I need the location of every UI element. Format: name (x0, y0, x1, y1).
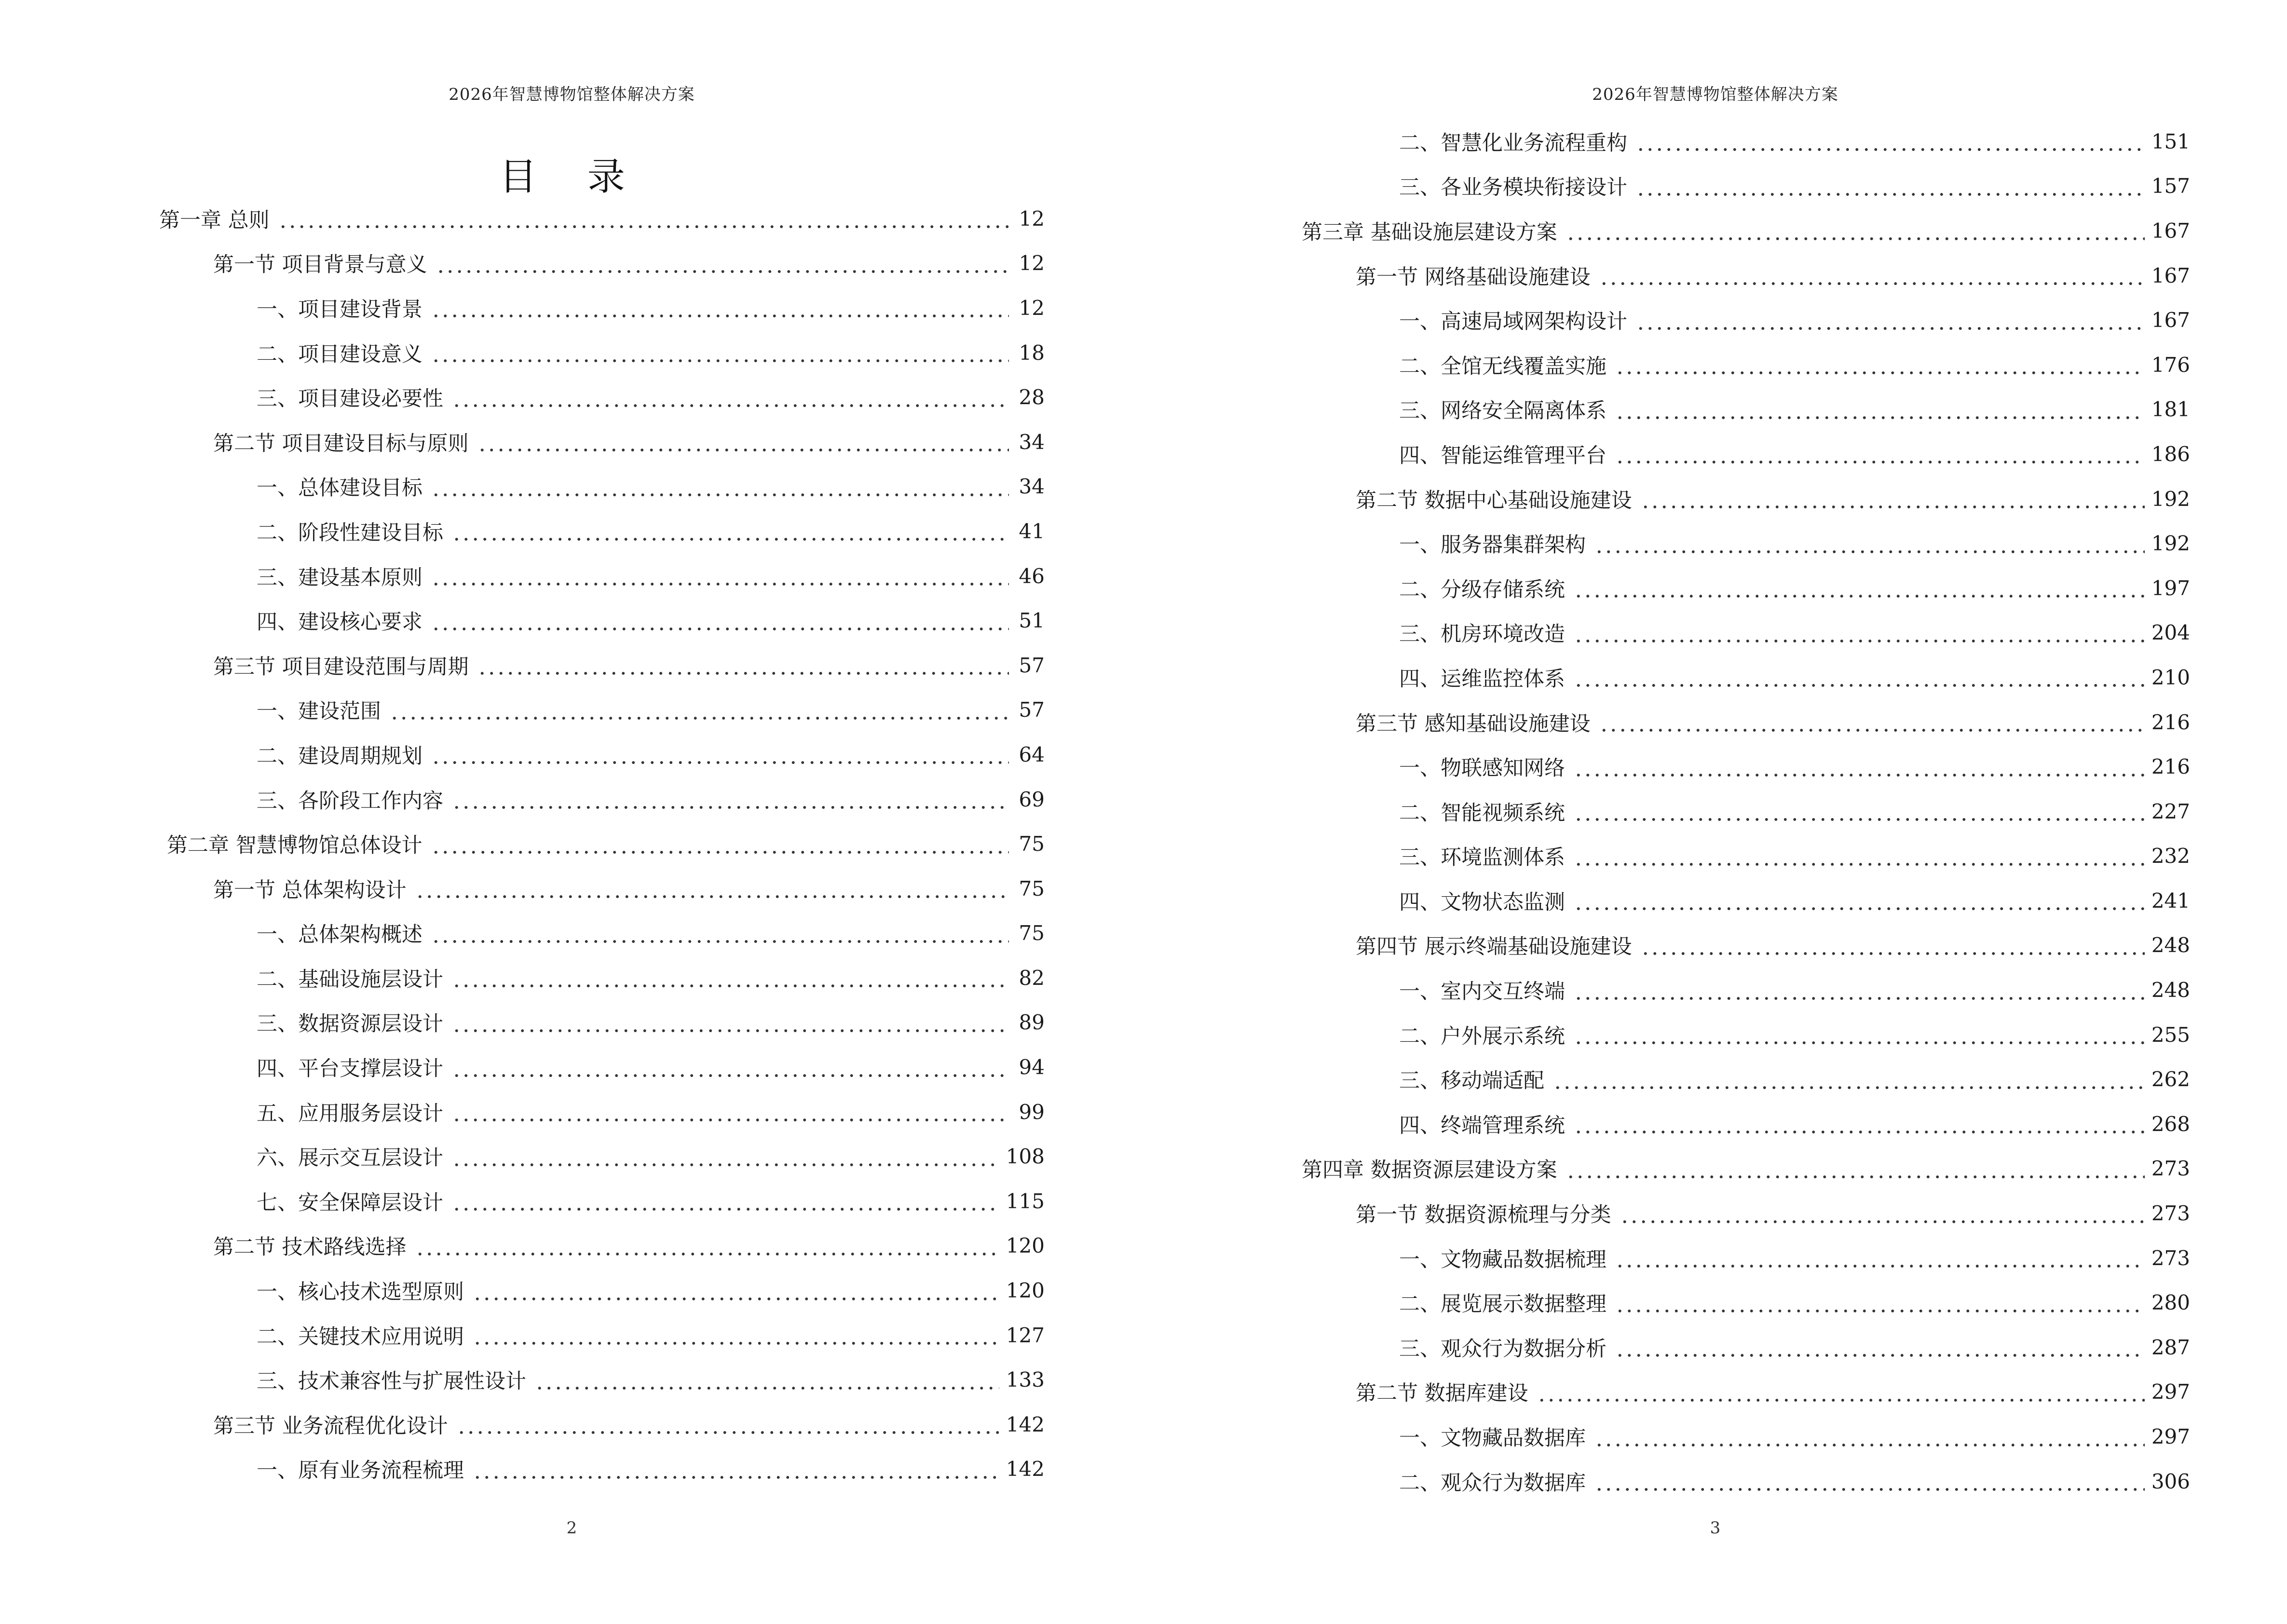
toc-entry-label: 第二节 项目建设目标与原则 (213, 431, 469, 456)
dot-leader (1636, 310, 2145, 331)
toc-entry-page: 255 (2151, 1023, 2190, 1047)
toc-entry-label: 第一节 网络基础设施建设 (1356, 265, 1591, 289)
toc-entry-label: 三、机房环境改造 (1399, 622, 1565, 647)
toc-list (1302, 119, 2190, 1503)
toc-entry-page: 176 (2151, 353, 2190, 377)
dot-leader (1594, 533, 2145, 554)
toc-entry-page: 297 (2151, 1425, 2190, 1449)
toc-entry[interactable] (159, 866, 1045, 911)
toc-entry[interactable] (1302, 611, 2190, 655)
toc-entry-page: 167 (2151, 218, 2190, 243)
toc-entry-label: 第二节 数据中心基础设施建设 (1356, 488, 1632, 513)
toc-entry-page: 142 (1006, 1412, 1045, 1436)
toc-entry[interactable] (1302, 655, 2190, 700)
dot-leader (1566, 220, 2145, 241)
toc-entry-label: 四、平台支撑层设计 (257, 1057, 443, 1081)
dot-leader (1599, 711, 2145, 733)
toc-entry[interactable] (159, 286, 1045, 330)
toc-entry-label: 三、数据资源层设计 (257, 1012, 443, 1037)
toc-entry[interactable] (1302, 164, 2190, 209)
dot-leader (1574, 756, 2145, 778)
dot-leader (1574, 622, 2145, 643)
toc-entry-label: 三、观众行为数据分析 (1399, 1337, 1606, 1361)
toc-entry-page: 216 (2151, 710, 2190, 734)
dot-leader (1620, 1203, 2145, 1224)
dot-leader (1636, 131, 2145, 152)
toc-entry-label: 三、移动端适配 (1399, 1069, 1544, 1093)
toc-entry-page: 186 (2151, 442, 2190, 466)
toc-entry-label: 第二章 智慧博物馆总体设计 (167, 833, 422, 858)
toc-entry-label: 七、安全保障层设计 (257, 1190, 443, 1215)
toc-entry-page: 64 (1019, 742, 1045, 766)
toc-entry-page: 210 (2151, 665, 2190, 689)
toc-entry-page: 120 (1006, 1234, 1045, 1258)
toc-entry-page: 151 (2151, 129, 2190, 153)
dot-leader (452, 1190, 999, 1212)
toc-entry[interactable] (159, 1268, 1045, 1313)
toc-entry-label: 四、文物状态监测 (1399, 890, 1565, 914)
toc-entry[interactable] (159, 777, 1045, 822)
toc-entry-label: 二、阶段性建设目标 (257, 520, 443, 545)
toc-entry[interactable] (159, 1000, 1045, 1045)
toc-entry-page: 120 (1006, 1279, 1045, 1303)
toc-entry[interactable] (159, 955, 1045, 1000)
toc-entry-page: 75 (1019, 876, 1045, 901)
toc-entry-page: 34 (1019, 475, 1045, 499)
dot-leader (1537, 1381, 2145, 1403)
toc-entry-page: 28 (1019, 385, 1045, 409)
toc-entry[interactable] (1302, 1325, 2190, 1370)
toc-entry-page: 216 (2151, 755, 2190, 779)
dot-leader (1574, 1024, 2145, 1045)
dot-leader (1566, 1158, 2145, 1179)
dot-leader (535, 1369, 999, 1391)
dot-leader (1594, 1426, 2145, 1447)
toc-entry[interactable] (159, 330, 1045, 375)
dot-leader (431, 610, 1009, 631)
toc-entry-page: 69 (1019, 787, 1045, 811)
toc-entry[interactable] (159, 1045, 1045, 1090)
dot-leader (457, 1414, 999, 1435)
dot-leader (415, 1235, 999, 1256)
toc-entry-page: 262 (2151, 1067, 2190, 1092)
dot-leader (1574, 846, 2145, 867)
toc-entry-label: 第四章 数据资源层建设方案 (1302, 1158, 1557, 1183)
dot-leader (452, 1146, 999, 1167)
toc-entry-label: 一、高速局域网架构设计 (1399, 310, 1627, 334)
toc-entry[interactable] (1302, 298, 2190, 342)
toc-entry[interactable] (159, 1357, 1045, 1402)
toc-entry[interactable] (159, 554, 1045, 599)
toc-entry-page: 232 (2151, 844, 2190, 868)
dot-leader (431, 923, 1009, 944)
toc-entry-page: 204 (2151, 621, 2190, 645)
toc-entry[interactable] (1302, 1236, 2190, 1281)
toc-entry-label: 一、室内交互终端 (1399, 980, 1565, 1004)
dot-leader (452, 967, 1009, 988)
toc-entry-label: 第二节 技术路线选择 (213, 1235, 407, 1260)
toc-entry[interactable] (1302, 521, 2190, 566)
dot-leader (431, 342, 1009, 363)
toc-entry[interactable] (1302, 1102, 2190, 1146)
toc-entry[interactable] (159, 643, 1045, 688)
toc-entry[interactable] (159, 241, 1045, 286)
toc-entry[interactable] (1302, 744, 2190, 789)
toc-entry-label: 二、分级存储系统 (1399, 577, 1565, 602)
toc-title: 目 录 (499, 155, 644, 199)
toc-entry-label: 三、建设基本原则 (257, 565, 422, 590)
toc-entry[interactable] (159, 375, 1045, 420)
toc-entry-page: 280 (2151, 1291, 2190, 1315)
toc-entry[interactable] (1302, 477, 2190, 521)
toc-entry[interactable] (159, 1313, 1045, 1358)
toc-entry[interactable] (159, 598, 1045, 643)
toc-entry-page: 167 (2151, 308, 2190, 332)
running-header: 2026年智慧博物馆整体解决方案 (449, 85, 695, 104)
toc-entry[interactable] (159, 688, 1045, 733)
toc-entry-label: 四、终端管理系统 (1399, 1113, 1565, 1138)
toc-entry[interactable] (159, 1090, 1045, 1134)
toc-entry-page: 241 (2151, 888, 2190, 913)
toc-entry-label: 一、总体建设目标 (257, 476, 422, 501)
toc-entry-label: 第二节 数据库建设 (1356, 1381, 1528, 1406)
dot-leader (431, 744, 1009, 765)
dot-leader (390, 699, 1009, 721)
dot-leader (1615, 1292, 2145, 1313)
toc-entry-page: 12 (1019, 251, 1045, 275)
toc-entry-page: 268 (2151, 1112, 2190, 1136)
toc-entry[interactable] (1302, 1459, 2190, 1504)
toc-entry-page: 57 (1019, 698, 1045, 722)
dot-leader (452, 387, 1009, 408)
toc-entry-label: 三、环境监测体系 (1399, 846, 1565, 870)
dot-leader (415, 878, 1009, 899)
toc-entry-label: 第一节 总体架构设计 (213, 878, 407, 902)
dot-leader (1574, 667, 2145, 688)
dot-leader (1553, 1069, 2145, 1090)
toc-entry[interactable] (1302, 878, 2190, 923)
toc-entry-page: 248 (2151, 978, 2190, 1002)
toc-entry[interactable] (159, 1134, 1045, 1179)
dot-leader (1615, 1247, 2145, 1269)
dot-leader (473, 1459, 999, 1480)
toc-entry[interactable] (1302, 1191, 2190, 1236)
toc-entry[interactable] (1302, 1414, 2190, 1459)
toc-entry[interactable] (159, 1402, 1045, 1447)
toc-entry[interactable] (159, 1224, 1045, 1269)
toc-entry-label: 一、服务器集群架构 (1399, 533, 1586, 558)
toc-entry-page: 75 (1019, 832, 1045, 856)
toc-entry-page: 297 (2151, 1380, 2190, 1404)
toc-entry-label: 第一章 总则 (159, 208, 270, 232)
running-header: 2026年智慧博物馆整体解决方案 (1592, 85, 1838, 104)
dot-leader (452, 1057, 1009, 1078)
toc-entry-label: 一、物联感知网络 (1399, 756, 1565, 781)
toc-entry[interactable] (1302, 119, 2190, 164)
toc-entry-label: 二、智慧化业务流程重构 (1399, 131, 1627, 155)
toc-entry-label: 一、文物藏品数据库 (1399, 1426, 1586, 1451)
toc-entry[interactable] (1302, 1057, 2190, 1102)
dot-leader (431, 297, 1009, 318)
toc-entry-label: 第一节 项目背景与意义 (213, 253, 427, 277)
toc-entry[interactable] (1302, 1146, 2190, 1191)
toc-entry[interactable] (159, 1179, 1045, 1224)
toc-entry-page: 127 (1006, 1323, 1045, 1347)
toc-entry-page: 115 (1006, 1189, 1045, 1213)
toc-entry[interactable] (1302, 968, 2190, 1012)
toc-entry-page: 133 (1006, 1368, 1045, 1392)
toc-entry-page: 273 (2151, 1157, 2190, 1181)
toc-entry-label: 二、展览展示数据整理 (1399, 1292, 1606, 1317)
toc-entry-label: 二、观众行为数据库 (1399, 1471, 1586, 1495)
toc-entry-page: 227 (2151, 799, 2190, 823)
toc-entry-label: 三、各业务模块衔接设计 (1399, 176, 1627, 200)
toc-entry[interactable] (1302, 923, 2190, 968)
toc-entry-label: 二、建设周期规划 (257, 744, 422, 768)
toc-entry-label: 二、全馆无线覆盖实施 (1399, 354, 1606, 379)
dot-leader (477, 655, 1009, 676)
dot-leader (1641, 488, 2145, 509)
toc-entry-label: 六、展示交互层设计 (257, 1146, 443, 1171)
toc-entry[interactable] (1302, 1280, 2190, 1325)
toc-entry[interactable] (1302, 1012, 2190, 1057)
toc-entry-label: 二、基础设施层设计 (257, 967, 443, 992)
toc-entry-label: 一、建设范围 (257, 699, 381, 724)
toc-entry-label: 第三节 项目建设范围与周期 (213, 655, 469, 679)
dot-leader (473, 1324, 999, 1346)
toc-entry-page: 142 (1006, 1457, 1045, 1481)
toc-entry-page: 192 (2151, 532, 2190, 556)
toc-entry-label: 二、关键技术应用说明 (257, 1324, 464, 1349)
toc-entry-page: 248 (2151, 933, 2190, 957)
toc-entry-page: 306 (2151, 1469, 2190, 1493)
toc-entry-label: 第四节 展示终端基础设施建设 (1356, 935, 1632, 959)
toc-entry-label: 二、项目建设意义 (257, 342, 422, 367)
toc-entry[interactable] (159, 196, 1045, 241)
dot-leader (1574, 801, 2145, 822)
toc-list (159, 196, 1045, 1491)
dot-leader (452, 520, 1009, 542)
toc-entry-label: 一、项目建设背景 (257, 297, 422, 322)
toc-entry-label: 一、核心技术选型原则 (257, 1280, 464, 1305)
dot-leader (1615, 1337, 2145, 1358)
dot-leader (431, 565, 1009, 587)
toc-entry-page: 99 (1019, 1100, 1045, 1124)
toc-entry-page: 75 (1019, 921, 1045, 945)
dot-leader (1574, 1113, 2145, 1134)
toc-entry[interactable] (159, 509, 1045, 554)
toc-entry[interactable] (159, 821, 1045, 866)
toc-entry-page: 51 (1019, 609, 1045, 633)
toc-entry-label: 第三节 感知基础设施建设 (1356, 711, 1591, 736)
toc-entry-label: 四、运维监控体系 (1399, 667, 1565, 691)
toc-entry-page: 181 (2151, 397, 2190, 422)
dot-leader (1594, 1471, 2145, 1492)
dot-leader (1615, 443, 2145, 464)
page-number: 3 (1710, 1518, 1721, 1538)
toc-entry-label: 二、智能视频系统 (1399, 801, 1565, 825)
toc-entry-page: 57 (1019, 653, 1045, 677)
toc-entry-page: 157 (2151, 174, 2190, 198)
toc-entry-label: 第三节 业务流程优化设计 (213, 1414, 448, 1438)
toc-entry-page: 46 (1019, 564, 1045, 588)
toc-entry-page: 197 (2151, 576, 2190, 600)
toc-entry-label: 二、户外展示系统 (1399, 1024, 1565, 1049)
toc-entry-page: 273 (2151, 1201, 2190, 1226)
toc-entry-page: 34 (1019, 430, 1045, 454)
toc-entry[interactable] (159, 732, 1045, 777)
page-number: 2 (566, 1518, 577, 1538)
toc-entry[interactable] (159, 1447, 1045, 1492)
toc-entry[interactable] (159, 911, 1045, 956)
toc-entry-page: 192 (2151, 487, 2190, 511)
dot-leader (477, 431, 1009, 452)
toc-entry-label: 五、应用服务层设计 (257, 1101, 443, 1126)
toc-entry-label: 一、总体架构概述 (257, 923, 422, 947)
toc-entry-page: 41 (1019, 519, 1045, 543)
dot-leader (452, 789, 1009, 810)
toc-entry[interactable] (159, 420, 1045, 464)
dot-leader (436, 253, 1009, 274)
toc-entry[interactable] (1302, 566, 2190, 611)
toc-entry-page: 12 (1019, 206, 1045, 231)
toc-entry-label: 第一节 数据资源梳理与分类 (1356, 1203, 1611, 1228)
dot-leader (1599, 265, 2145, 286)
toc-entry-label: 四、智能运维管理平台 (1399, 443, 1606, 468)
toc-entry[interactable] (159, 464, 1045, 509)
toc-entry-label: 三、技术兼容性与扩展性设计 (257, 1369, 526, 1394)
toc-entry[interactable] (1302, 253, 2190, 298)
toc-entry-page: 287 (2151, 1335, 2190, 1359)
toc-entry-label: 三、项目建设必要性 (257, 387, 443, 411)
toc-entry-page: 167 (2151, 263, 2190, 287)
toc-entry-label: 四、建设核心要求 (257, 610, 422, 635)
toc-entry-page: 82 (1019, 966, 1045, 990)
toc-entry[interactable] (1302, 208, 2190, 253)
dot-leader (1641, 935, 2145, 956)
dot-leader (452, 1012, 1009, 1033)
toc-entry-label: 一、文物藏品数据梳理 (1399, 1247, 1606, 1272)
toc-entry[interactable] (1302, 342, 2190, 387)
toc-entry[interactable] (1302, 432, 2190, 477)
toc-entry[interactable] (1302, 834, 2190, 879)
toc-entry-page: 94 (1019, 1055, 1045, 1079)
dot-leader (1574, 980, 2145, 1001)
toc-entry-page: 12 (1019, 296, 1045, 320)
dot-leader (1615, 354, 2145, 375)
toc-entry-label: 一、原有业务流程梳理 (257, 1459, 464, 1483)
dot-leader (1574, 890, 2145, 911)
toc-page-right (1144, 0, 2287, 1624)
toc-entry[interactable] (1302, 1370, 2190, 1415)
toc-entry-page: 89 (1019, 1010, 1045, 1035)
dot-leader (473, 1280, 999, 1301)
dot-leader (431, 833, 1009, 855)
dot-leader (1615, 399, 2145, 420)
dot-leader (431, 476, 1009, 497)
dot-leader (1636, 176, 2145, 197)
toc-entry[interactable] (1302, 387, 2190, 432)
toc-entry[interactable] (1302, 700, 2190, 745)
toc-entry-label: 第三章 基础设施层建设方案 (1302, 220, 1557, 245)
toc-entry-page: 18 (1019, 341, 1045, 365)
toc-entry[interactable] (1302, 789, 2190, 834)
toc-entry-page: 273 (2151, 1246, 2190, 1270)
toc-entry-page: 108 (1006, 1145, 1045, 1169)
toc-entry-label: 三、各阶段工作内容 (257, 789, 443, 813)
dot-leader (1574, 577, 2145, 599)
dot-leader (278, 208, 1009, 229)
dot-leader (452, 1101, 1009, 1122)
toc-entry-label: 三、网络安全隔离体系 (1399, 399, 1606, 423)
